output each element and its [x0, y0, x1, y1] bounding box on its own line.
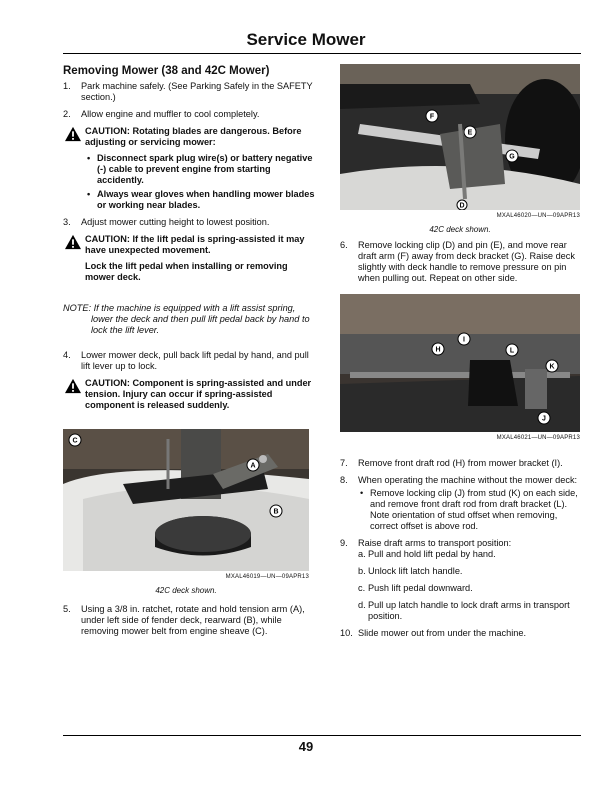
sub-step-letter: b.: [358, 566, 366, 576]
figure-id: MXAL46020—UN—09APR13: [496, 213, 580, 219]
step-2: [63, 109, 315, 120]
caution-lift-pedal: [63, 234, 315, 283]
callout-D: [457, 200, 467, 210]
callout-I: [458, 333, 470, 345]
step-number: 7.: [340, 458, 348, 468]
sub-step-text: Unlock lift latch handle.: [368, 566, 463, 576]
callout-G: [506, 150, 518, 162]
caution-text: CAUTION: If the lift pedal is spring-assisted it may have unexpected movement.: [85, 234, 305, 255]
header-rule: [63, 53, 581, 54]
step-number: 5.: [63, 604, 71, 614]
warning-triangle-icon: [64, 378, 82, 394]
sub-step-d: [358, 600, 584, 622]
step-4: [63, 350, 315, 372]
callout-C: [69, 434, 81, 446]
callout-E: [464, 126, 476, 138]
sub-step-c: [358, 583, 584, 594]
front-draft-rod-photo: [340, 294, 580, 432]
rear-draft-arm-photo: [340, 64, 580, 210]
svg-text:H: H: [435, 346, 441, 354]
step-text: When operating the machine without the mower deck:: [358, 475, 578, 485]
photo-illustration: [340, 294, 580, 432]
step-number: 9.: [340, 538, 348, 548]
page-title: Service Mower: [246, 30, 366, 49]
right-column: [340, 64, 584, 645]
bullet-dot: •: [360, 488, 364, 498]
step-text: Park machine safely. (See Parking Safely in the SAFETY section.): [81, 81, 313, 102]
warning-triangle-icon: [64, 234, 82, 250]
sub-step-b: [358, 566, 584, 577]
photo-illustration: [340, 64, 580, 210]
warning-triangle-icon: [64, 126, 82, 142]
step-6: [340, 240, 584, 284]
caution-spring-assisted: [63, 378, 315, 411]
step-text: Adjust mower cutting height to lowest position.: [81, 217, 270, 227]
footer-rule: [63, 735, 581, 736]
svg-text:E: E: [467, 129, 473, 137]
mower-tension-arm-photo: [63, 429, 309, 571]
step-number: 1.: [63, 81, 71, 91]
step-3: [63, 217, 315, 228]
svg-text:J: J: [542, 415, 546, 423]
callout-F: [426, 110, 438, 122]
left-column: [63, 64, 315, 643]
bullet-dot: •: [87, 189, 91, 199]
note: [63, 303, 315, 336]
step-5: [63, 604, 315, 637]
caution-rotating-blades: [63, 126, 315, 211]
svg-text:D: D: [459, 202, 465, 210]
sub-step-text: Pull and hold lift pedal by hand.: [368, 549, 496, 559]
sub-step-letter: c.: [358, 583, 366, 593]
note-first-line: NOTE: If the machine is equipped with a lift assist spring,: [63, 303, 296, 313]
step-number: 2.: [63, 109, 71, 119]
caution-bullet: [85, 153, 315, 186]
caution-bullet: [85, 189, 315, 211]
section-heading: Removing Mower (38 and 42C Mower): [63, 65, 270, 77]
step-7: [340, 458, 584, 469]
sub-step-text: Pull up latch handle to lock draft arms in transport position.: [368, 600, 570, 621]
svg-text:F: F: [429, 113, 435, 121]
callout-A: [247, 459, 259, 471]
callout-K: [546, 360, 558, 372]
step-number: 3.: [63, 217, 71, 227]
step-text: Using a 3/8 in. ratchet, rotate and hold tension arm (A), under left side of fender deck, rearward (B), while removing mower belt from engine sheave (C).: [81, 604, 305, 636]
svg-text:B: B: [273, 508, 279, 516]
svg-text:C: C: [72, 437, 78, 445]
caution-text: CAUTION: Component is spring-assisted and under tension. Injury can occur if spring-assisted component is released suddenly.: [85, 378, 312, 410]
step-8: [340, 475, 584, 532]
svg-text:I: I: [463, 336, 465, 344]
bullet-text: Remove locking clip (J) from stud (K) on each side, and remove front draft rod from draft bracket (L). Note orientation of stud offset when removing, correct offset is above rod.: [370, 488, 578, 531]
caution-text: CAUTION: Rotating blades are dangerous. Before adjusting or servicing mower:: [85, 126, 302, 147]
bullet-text: Disconnect spark plug wire(s) or battery negative (-) cable to prevent engine from starting accidently.: [97, 153, 313, 185]
step-number: 6.: [340, 240, 348, 250]
step-text: Remove front draft rod (H) from mower bracket (I).: [358, 458, 563, 468]
step-number: 10.: [340, 628, 353, 638]
sub-step-text: Push lift pedal downward.: [368, 583, 473, 593]
figure-id: MXAL46019—UN—09APR13: [225, 574, 309, 580]
photo-illustration: [63, 429, 309, 571]
svg-text:K: K: [549, 363, 555, 371]
figure-id: MXAL46021—UN—09APR13: [496, 435, 580, 441]
step-10: [340, 628, 584, 639]
figure-caption: 42C deck shown.: [429, 225, 491, 234]
sub-step-letter: a.: [358, 549, 366, 559]
svg-text:L: L: [509, 347, 515, 355]
step-9: [340, 538, 584, 622]
bullet-text: Always wear gloves when handling mower blades or working near blades.: [97, 189, 315, 210]
svg-text:G: G: [509, 153, 515, 161]
step-text: Slide mower out from under the machine.: [358, 628, 527, 638]
sub-step-letter: d.: [358, 600, 366, 610]
step-text: Raise draft arms to transport position:: [358, 538, 512, 548]
step-text: Allow engine and muffler to cool completely.: [81, 109, 260, 119]
page-number: 49: [298, 739, 314, 754]
step-bullet: [358, 488, 584, 532]
callout-J: [538, 412, 550, 424]
step-1: [63, 81, 315, 103]
callout-B: [270, 505, 282, 517]
sub-step-a: [358, 549, 584, 560]
svg-text:A: A: [250, 462, 256, 470]
bullet-dot: •: [87, 153, 91, 163]
callout-L: [506, 344, 518, 356]
caution-text: Lock the lift pedal when installing or removing mower deck.: [85, 261, 288, 282]
step-number: 8.: [340, 475, 348, 485]
note-rest: lower the deck and then pull lift pedal back by hand to lock the lift lever.: [91, 314, 310, 335]
figure-caption: 42C deck shown.: [155, 586, 217, 595]
step-text: Remove locking clip (D) and pin (E), and move rear draft arm (F) away from deck bracket (G). Raise deck slightly with deck handle to remove pressure on pin when pulling out. Repeat on other side.: [358, 240, 575, 283]
callout-H: [432, 343, 444, 355]
step-number: 4.: [63, 350, 71, 360]
step-text: Lower mower deck, pull back lift pedal by hand, and pull lift lever up to lock.: [81, 350, 309, 371]
